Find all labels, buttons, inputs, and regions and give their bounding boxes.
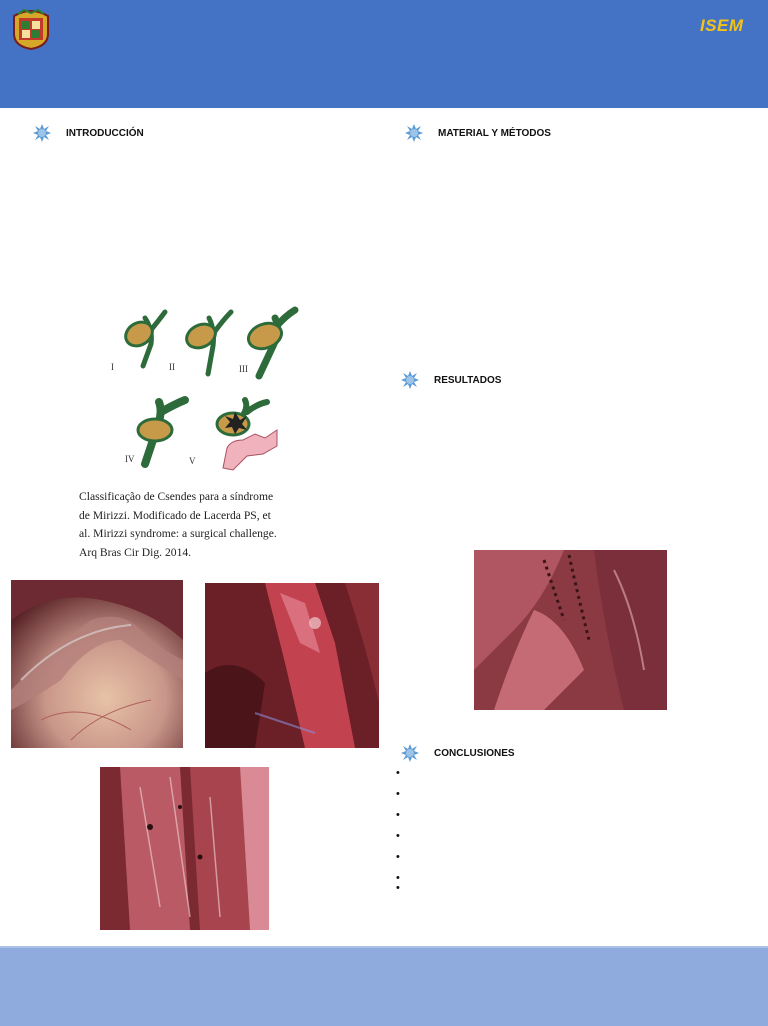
starburst-bullet-icon — [400, 743, 420, 763]
conclusion-bullet — [396, 830, 406, 851]
caption-line: Classificação de Csendes para a síndrome — [79, 490, 274, 503]
type-label: V — [189, 456, 196, 466]
isem-logo — [698, 14, 758, 36]
csendes-classification-diagram — [105, 300, 305, 472]
header-band — [0, 0, 768, 108]
section-heading-introduccion — [32, 123, 144, 143]
laparoscopic-photo-result — [474, 550, 667, 710]
starburst-bullet-icon — [32, 123, 52, 143]
caption-line: al. Mirizzi syndrome: a surgical challenge. — [79, 527, 277, 541]
footer-band — [0, 946, 768, 1026]
type-label: I — [111, 362, 114, 372]
conclusion-bullet — [396, 809, 406, 830]
section-heading-resultados — [400, 370, 501, 390]
conclusion-bullet — [396, 788, 406, 809]
diagram-type-2 — [169, 312, 231, 374]
section-title: CONCLUSIONES — [434, 747, 515, 759]
caption-line: de Mirizzi. Modificado de Lacerda PS, et — [79, 508, 271, 522]
type-label: II — [169, 362, 175, 372]
coat-of-arms-logo — [10, 8, 52, 50]
diagram-type-3 — [239, 310, 295, 376]
svg-text:ISEM: ISEM — [700, 16, 744, 35]
section-title: RESULTADOS — [434, 374, 502, 386]
conclusion-bullet — [396, 851, 406, 872]
diagram-type-1 — [111, 312, 165, 372]
diagram-caption — [79, 488, 325, 562]
type-label: IV — [125, 454, 135, 464]
caption-line: Arq Bras Cir Dig. 2014. — [79, 545, 192, 559]
section-title: INTRODUCCIÓN — [66, 127, 144, 139]
laparoscopic-photo-dissection — [205, 583, 379, 748]
starburst-bullet-icon — [400, 370, 420, 390]
type-label: III — [239, 364, 248, 374]
laparoscopic-photo-gallbladder — [11, 580, 183, 748]
conclusion-bullet-list — [396, 767, 406, 903]
conclusion-bullet — [396, 872, 406, 882]
diagram-type-5 — [189, 400, 277, 470]
conclusion-bullet — [396, 882, 406, 903]
section-heading-conclusiones — [400, 743, 515, 763]
starburst-bullet-icon — [404, 123, 424, 143]
diagram-type-4 — [125, 400, 185, 464]
conclusion-bullet — [396, 767, 406, 788]
laparoscopic-photo-triangle — [100, 767, 269, 930]
section-heading-material — [404, 123, 551, 143]
section-title: MATERIAL Y MÉTODOS — [438, 127, 551, 139]
